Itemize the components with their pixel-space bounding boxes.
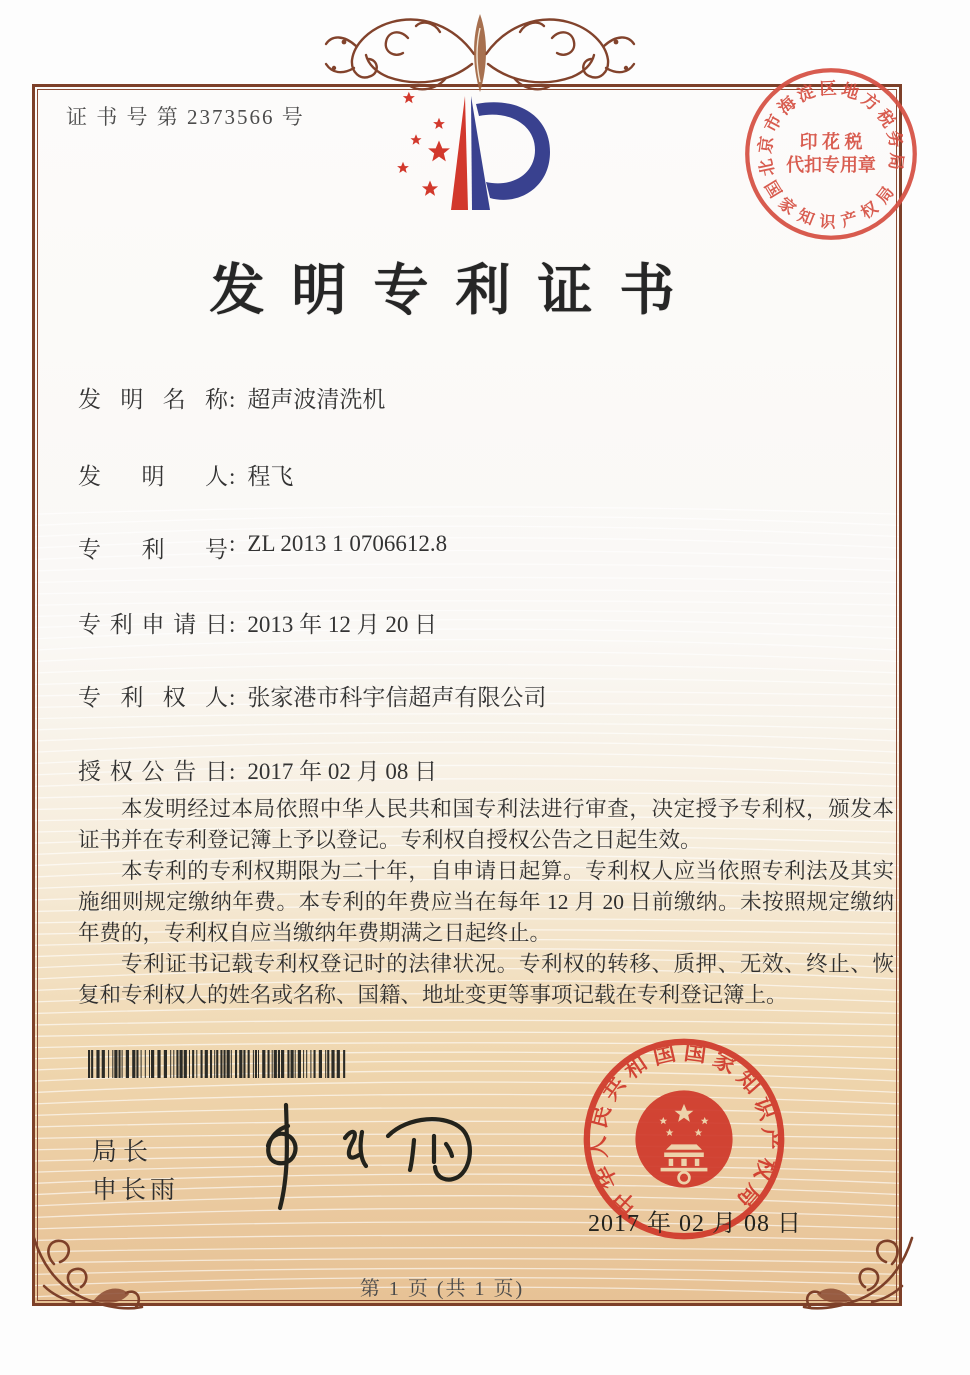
officer-title: 局长: [92, 1138, 155, 1166]
field-value: 2017 年 02 月 08 日: [247, 759, 438, 784]
field-label: 发明名称: [78, 387, 228, 412]
signature-handwriting: [242, 1100, 488, 1216]
cnipa-logo-icon: [372, 90, 578, 238]
certificate-number: 证 书 号 第 2373566 号: [66, 105, 305, 129]
field-value: 程飞: [247, 464, 294, 489]
body-paragraph: 本专利的专利权期限为二十年，自申请日起算。专利权人应当依照专利法及其实施细则规定缴纳年费。本专利的年费应当在每年 12 月 20 日前缴纳。未按照规定缴纳年费的，专利权自应当缴纳年费期满之日起终止。: [78, 859, 894, 945]
field-label: 授权公告日: [78, 759, 228, 784]
national-emblem-icon: [635, 1090, 732, 1187]
body-paragraph: 本发明经过本局依照中华人民共和国专利法进行审查，决定授予专利权，颁发本证书并在专利登记簿上予以登记。专利权自授权公告之日起生效。: [78, 797, 894, 852]
legal-text-block: [78, 794, 894, 1011]
body-paragraph: 专利证书记载专利权登记时的法律状况。专利权的转移、质押、无效、终止、恢复和专利权人的姓名或名称、国籍、地址变更等事项记载在专利登记簿上。: [78, 952, 894, 1007]
barcode: [88, 1050, 346, 1078]
field-row-inventor: [78, 458, 293, 490]
stamp-center-line2: 代扣专用章: [786, 155, 876, 176]
field-label: 专利号: [78, 537, 228, 562]
tax-stamp: [737, 60, 925, 248]
seal-date: 2017 年 02 月 08 日: [588, 1211, 802, 1237]
officer-name: 申长雨: [92, 1176, 180, 1204]
field-value: 张家港市科宇信超声有限公司: [247, 685, 547, 710]
stamp-ring-bottom-text: 国家知识产权局: [760, 177, 898, 232]
field-row-grant-date: [78, 753, 437, 785]
field-row-patentee: [78, 679, 546, 711]
field-label: 发明人: [78, 464, 228, 489]
field-colon: :: [229, 464, 236, 489]
field-colon: :: [229, 759, 236, 784]
field-row-filing-date: [78, 606, 437, 638]
field-value: 超声波清洗机: [247, 387, 386, 412]
dragon-ornament-icon: [314, 2, 646, 100]
field-colon: :: [229, 531, 236, 556]
field-colon: :: [229, 387, 236, 412]
field-row-invention-name: [78, 381, 385, 413]
field-colon: :: [229, 685, 236, 710]
field-colon: :: [229, 612, 236, 637]
field-row-patent-number: [78, 531, 447, 563]
field-value: ZL 2013 1 0706612.8: [247, 531, 448, 556]
field-label: 专利申请日: [78, 612, 228, 637]
field-value: 2013 年 12 月 20 日: [247, 612, 438, 637]
certificate-title-row: [0, 246, 884, 325]
stamp-ring-top-text: 北京市海淀区地方税务局: [755, 78, 907, 178]
page-number: 第 1 页 (共 1 页): [359, 1278, 525, 1300]
stamp-center-line1: 印 花 税: [799, 132, 863, 153]
field-label: 专利权人: [78, 685, 228, 710]
certificate-title: 发明专利证书: [209, 260, 702, 321]
seal-ring-text: 中华人民共和国国家知识产权局: [584, 1039, 784, 1220]
